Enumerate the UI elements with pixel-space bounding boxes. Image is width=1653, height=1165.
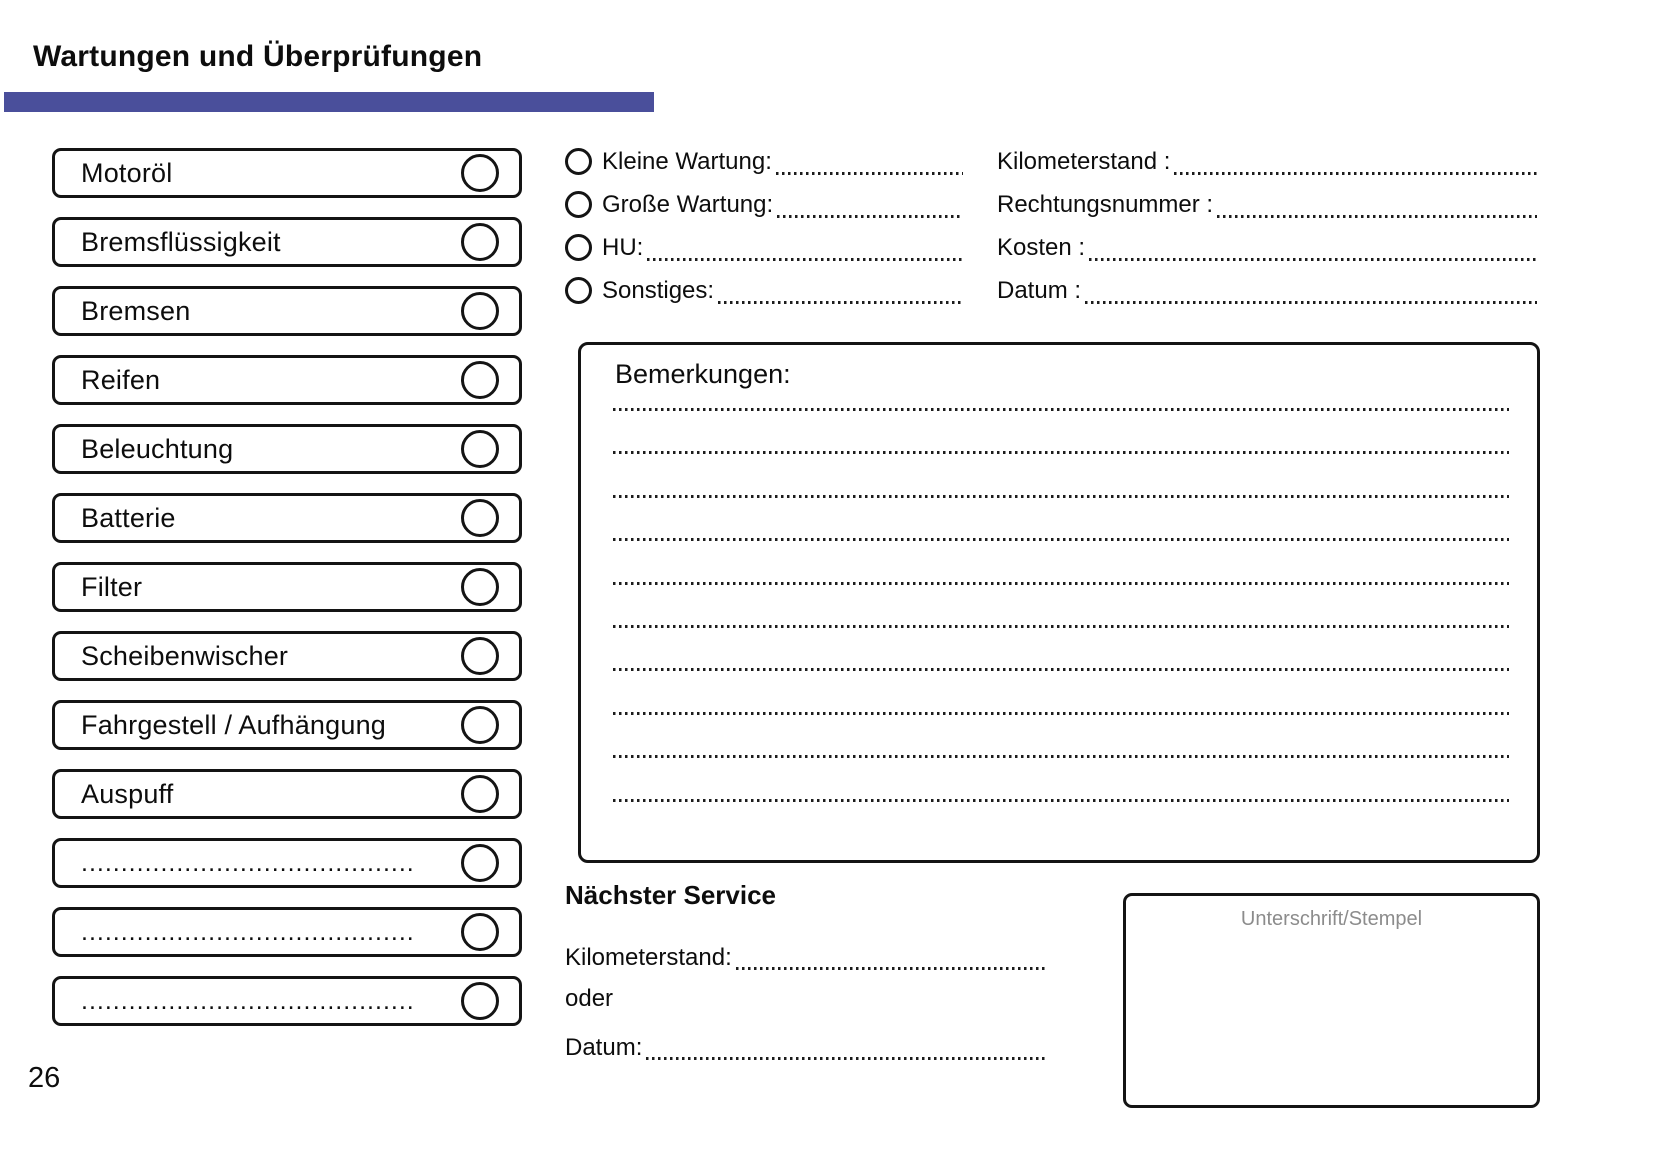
radio-circle[interactable] [565,191,592,218]
remarks-write-line[interactable] [613,495,1509,498]
remarks-write-line[interactable] [613,625,1509,628]
check-circle[interactable] [461,568,499,606]
check-circle[interactable] [461,775,499,813]
checklist-item-beleuchtung [52,424,522,474]
option-label: Große Wartung: [602,190,774,218]
remarks-write-line[interactable] [613,668,1509,671]
field-label: Rechtungsnummer : [997,190,1214,218]
checklist-item-label: Filter [81,571,143,602]
next-service-kilometerstand [565,938,1047,978]
title-underline-bar [4,92,654,112]
remarks-box [578,342,1540,863]
checklist-item-reifen [52,355,522,405]
checklist-item-filter [52,562,522,612]
fill-in-line[interactable] [776,172,963,175]
check-circle[interactable] [461,982,499,1020]
checklist-item-label: Bremsflüssigkeit [81,226,281,257]
checklist-item-scheibenwischer [52,631,522,681]
radio-circle[interactable] [565,234,592,261]
checklist-item-label: Fahrgestell / Aufhängung [81,709,387,740]
fill-in-line[interactable] [1217,215,1537,218]
checklist-item-label: Motoröl [81,157,173,188]
option-sonstiges [565,269,963,312]
checklist-item-label: Batterie [81,502,176,533]
page-title: Wartungen und Überprüfungen [33,40,483,73]
checklist-item-batterie [52,493,522,543]
blank-fill-in-line[interactable]: .......................................... [81,986,415,1015]
checklist-item-label: Reifen [81,364,161,395]
service-type-options [565,140,963,312]
fill-in-line[interactable] [646,1057,1047,1060]
service-detail-fields [997,140,1537,312]
checklist-item-blank-2 [52,907,522,957]
remarks-write-line[interactable] [613,755,1509,758]
page-number: 26 [28,1062,61,1094]
field-label: Datum : [997,276,1082,304]
check-circle[interactable] [461,292,499,330]
check-circle[interactable] [461,361,499,399]
fill-in-line[interactable] [777,215,963,218]
check-circle[interactable] [461,223,499,261]
field-kilometerstand [997,140,1537,183]
checklist-item-auspuff [52,769,522,819]
signature-stamp-box[interactable] [1123,893,1540,1108]
check-circle[interactable] [461,844,499,882]
maintenance-checklist [52,148,522,1026]
fill-in-line[interactable] [1174,172,1537,175]
check-circle[interactable] [461,913,499,951]
field-kosten [997,226,1537,269]
checklist-item-bremsfluessigkeit [52,217,522,267]
field-label: Kilometerstand : [997,147,1171,175]
checklist-item-blank-3 [52,976,522,1026]
option-label: HU: [602,233,644,261]
check-circle[interactable] [461,154,499,192]
remarks-write-line[interactable] [613,582,1509,585]
fill-in-line[interactable] [1085,301,1537,304]
checklist-item-bremsen [52,286,522,336]
field-rechtungsnummer [997,183,1537,226]
checklist-item-motoroel [52,148,522,198]
remarks-write-line[interactable] [613,451,1509,454]
field-datum [997,269,1537,312]
next-service-oder-label: oder [565,985,614,1012]
next-service-datum [565,1028,1047,1068]
field-label: Datum: [565,1034,643,1061]
option-kleine-wartung [565,140,963,183]
option-label: Kleine Wartung: [602,147,772,175]
remarks-write-line[interactable] [613,712,1509,715]
blank-fill-in-line[interactable]: .......................................... [81,848,415,877]
signature-stamp-label: Unterschrift/Stempel [1240,908,1423,930]
fill-in-line[interactable] [1089,258,1537,261]
next-service-title: Nächster Service [565,880,777,910]
option-hu [565,226,963,269]
check-circle[interactable] [461,499,499,537]
remarks-write-line[interactable] [613,408,1509,411]
radio-circle[interactable] [565,277,592,304]
checklist-item-label: Bremsen [81,295,191,326]
checklist-item-label: Auspuff [81,778,174,809]
checklist-item-label: Scheibenwischer [81,640,289,671]
field-label: Kilometerstand: [565,944,732,971]
remarks-write-line[interactable] [613,799,1509,802]
field-label: Kosten : [997,233,1086,261]
blank-fill-in-line[interactable]: .......................................... [81,917,415,946]
fill-in-line[interactable] [736,967,1047,970]
remarks-title: Bemerkungen: [615,359,791,389]
checklist-item-fahrgestell-aufhaengung [52,700,522,750]
option-grosse-wartung [565,183,963,226]
check-circle[interactable] [461,706,499,744]
option-label: Sonstiges: [602,276,715,304]
check-circle[interactable] [461,637,499,675]
checklist-item-label: Beleuchtung [81,433,234,464]
checklist-item-blank-1 [52,838,522,888]
check-circle[interactable] [461,430,499,468]
remarks-write-line[interactable] [613,538,1509,541]
radio-circle[interactable] [565,148,592,175]
fill-in-line[interactable] [647,258,963,261]
fill-in-line[interactable] [718,301,963,304]
